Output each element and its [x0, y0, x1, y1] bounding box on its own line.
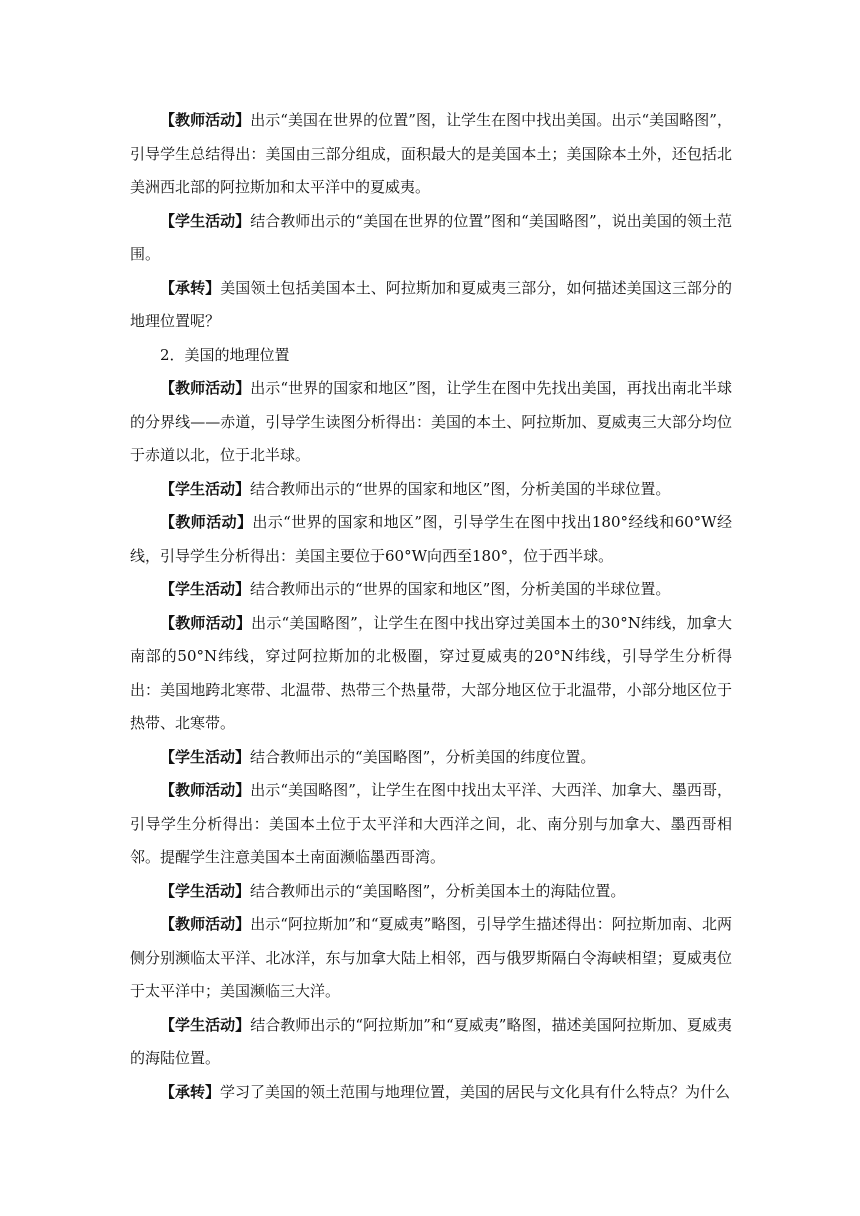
- paragraph: [130, 272, 732, 339]
- paragraph: [130, 1009, 732, 1076]
- transition-tag: 【承转】: [160, 1082, 221, 1101]
- paragraph-text: 学习了美国的领土范围与地理位置，美国的居民与文化具有什么特点？为什么: [220, 1082, 731, 1101]
- paragraph: [130, 573, 732, 607]
- activity-tag: 【教师活动】: [160, 613, 252, 632]
- activity-tag: 【学生活动】: [160, 479, 251, 498]
- section-heading: [130, 339, 732, 373]
- paragraph-text: 结合教师出示的“美国在世界的位置”图和“美国略图”，说出美国的领土范围。: [130, 211, 732, 263]
- paragraph: [130, 372, 732, 473]
- paragraph: [130, 741, 732, 775]
- activity-tag: 【教师活动】: [160, 915, 251, 933]
- document-body: [130, 104, 732, 1109]
- activity-tag: 【教师活动】: [160, 513, 253, 531]
- activity-tag: 【学生活动】: [160, 211, 251, 230]
- section-number: 2．: [160, 345, 185, 364]
- paragraph-text: 结合教师出示的“阿拉斯加”和“夏威夷”略图，描述美国阿拉斯加、夏威夷的海陆位置。: [130, 1015, 732, 1067]
- paragraph-text: 出示“世界的国家和地区”图，引导学生在图中找出180°经线和60°W经线，引导学生分析得出：美国主要位于60°W向西至180°，位于西半球。: [130, 513, 732, 565]
- activity-tag: 【学生活动】: [160, 747, 251, 766]
- activity-tag: 【教师活动】: [160, 379, 251, 397]
- paragraph-text: 出示“美国在世界的位置”图，让学生在图中找出美国。出示“美国略图”，引导学生总结得出：美国由三部分组成，面积最大的是美国本土；美国除本土外，还包括北美洲西北部的阿拉斯加和太平洋中的夏威夷。: [130, 111, 732, 196]
- activity-tag: 【教师活动】: [160, 781, 251, 799]
- paragraph-text: 出示“阿拉斯加”和“夏威夷”略图，引导学生描述得出：阿拉斯加南、北两侧分别濒临太平洋、北冰洋，东与加拿大陆上相邻，西与俄罗斯隔白令海峡相望；夏威夷位于太平洋中；美国濒临三大洋。: [130, 915, 732, 1000]
- paragraph-text: 结合教师出示的“世界的国家和地区”图，分析美国的半球位置。: [250, 479, 671, 498]
- activity-tag: 【学生活动】: [160, 580, 251, 598]
- paragraph: [130, 1076, 732, 1110]
- paragraph-text: 结合教师出示的“美国略图”，分析美国本土的海陆位置。: [250, 881, 626, 900]
- paragraph-text: 出示“美国略图”，让学生在图中找出太平洋、大西洋、加拿大、墨西哥，引导学生分析得出：美国本土位于太平洋和大西洋之间，北、南分别与加拿大、墨西哥相邻。提醒学生注意美国本土南面濒临墨西哥湾。: [130, 781, 732, 866]
- paragraph: [130, 104, 732, 205]
- paragraph: [130, 875, 732, 909]
- paragraph: [130, 908, 732, 1009]
- paragraph-text: 结合教师出示的“世界的国家和地区”图，分析美国的半球位置。: [250, 580, 671, 598]
- paragraph: [130, 205, 732, 272]
- paragraph: [130, 607, 732, 741]
- activity-tag: 【教师活动】: [160, 111, 251, 129]
- paragraph: [130, 506, 732, 573]
- section-title: 美国的地理位置: [184, 345, 290, 364]
- paragraph-text: 美国领土包括美国本土、阿拉斯加和夏威夷三部分，如何描述美国这三部分的地理位置呢？: [130, 278, 732, 330]
- paragraph-text: 出示“美国略图”，让学生在图中找出穿过美国本土的30°N纬线，加拿大南部的50°N纬线，穿过阿拉斯加的北极圈，穿过夏威夷的20°N纬线，引导学生分析得出：美国地跨北寒带、北温带、热带三个热量带，大部分地区位于北温带，小部分地区位于热带、北寒带。: [130, 613, 732, 732]
- activity-tag: 【学生活动】: [160, 881, 251, 900]
- transition-tag: 【承转】: [160, 278, 221, 297]
- activity-tag: 【学生活动】: [160, 1015, 251, 1034]
- paragraph: [130, 473, 732, 507]
- paragraph-text: 结合教师出示的“美国略图”，分析美国的纬度位置。: [250, 747, 596, 766]
- paragraph: [130, 774, 732, 875]
- paragraph-text: 出示“世界的国家和地区”图，让学生在图中先找出美国，再找出南北半球的分界线——赤道，引导学生读图分析得出：美国的本土、阿拉斯加、夏威夷三大部分均位于赤道以北，位于北半球。: [130, 379, 732, 464]
